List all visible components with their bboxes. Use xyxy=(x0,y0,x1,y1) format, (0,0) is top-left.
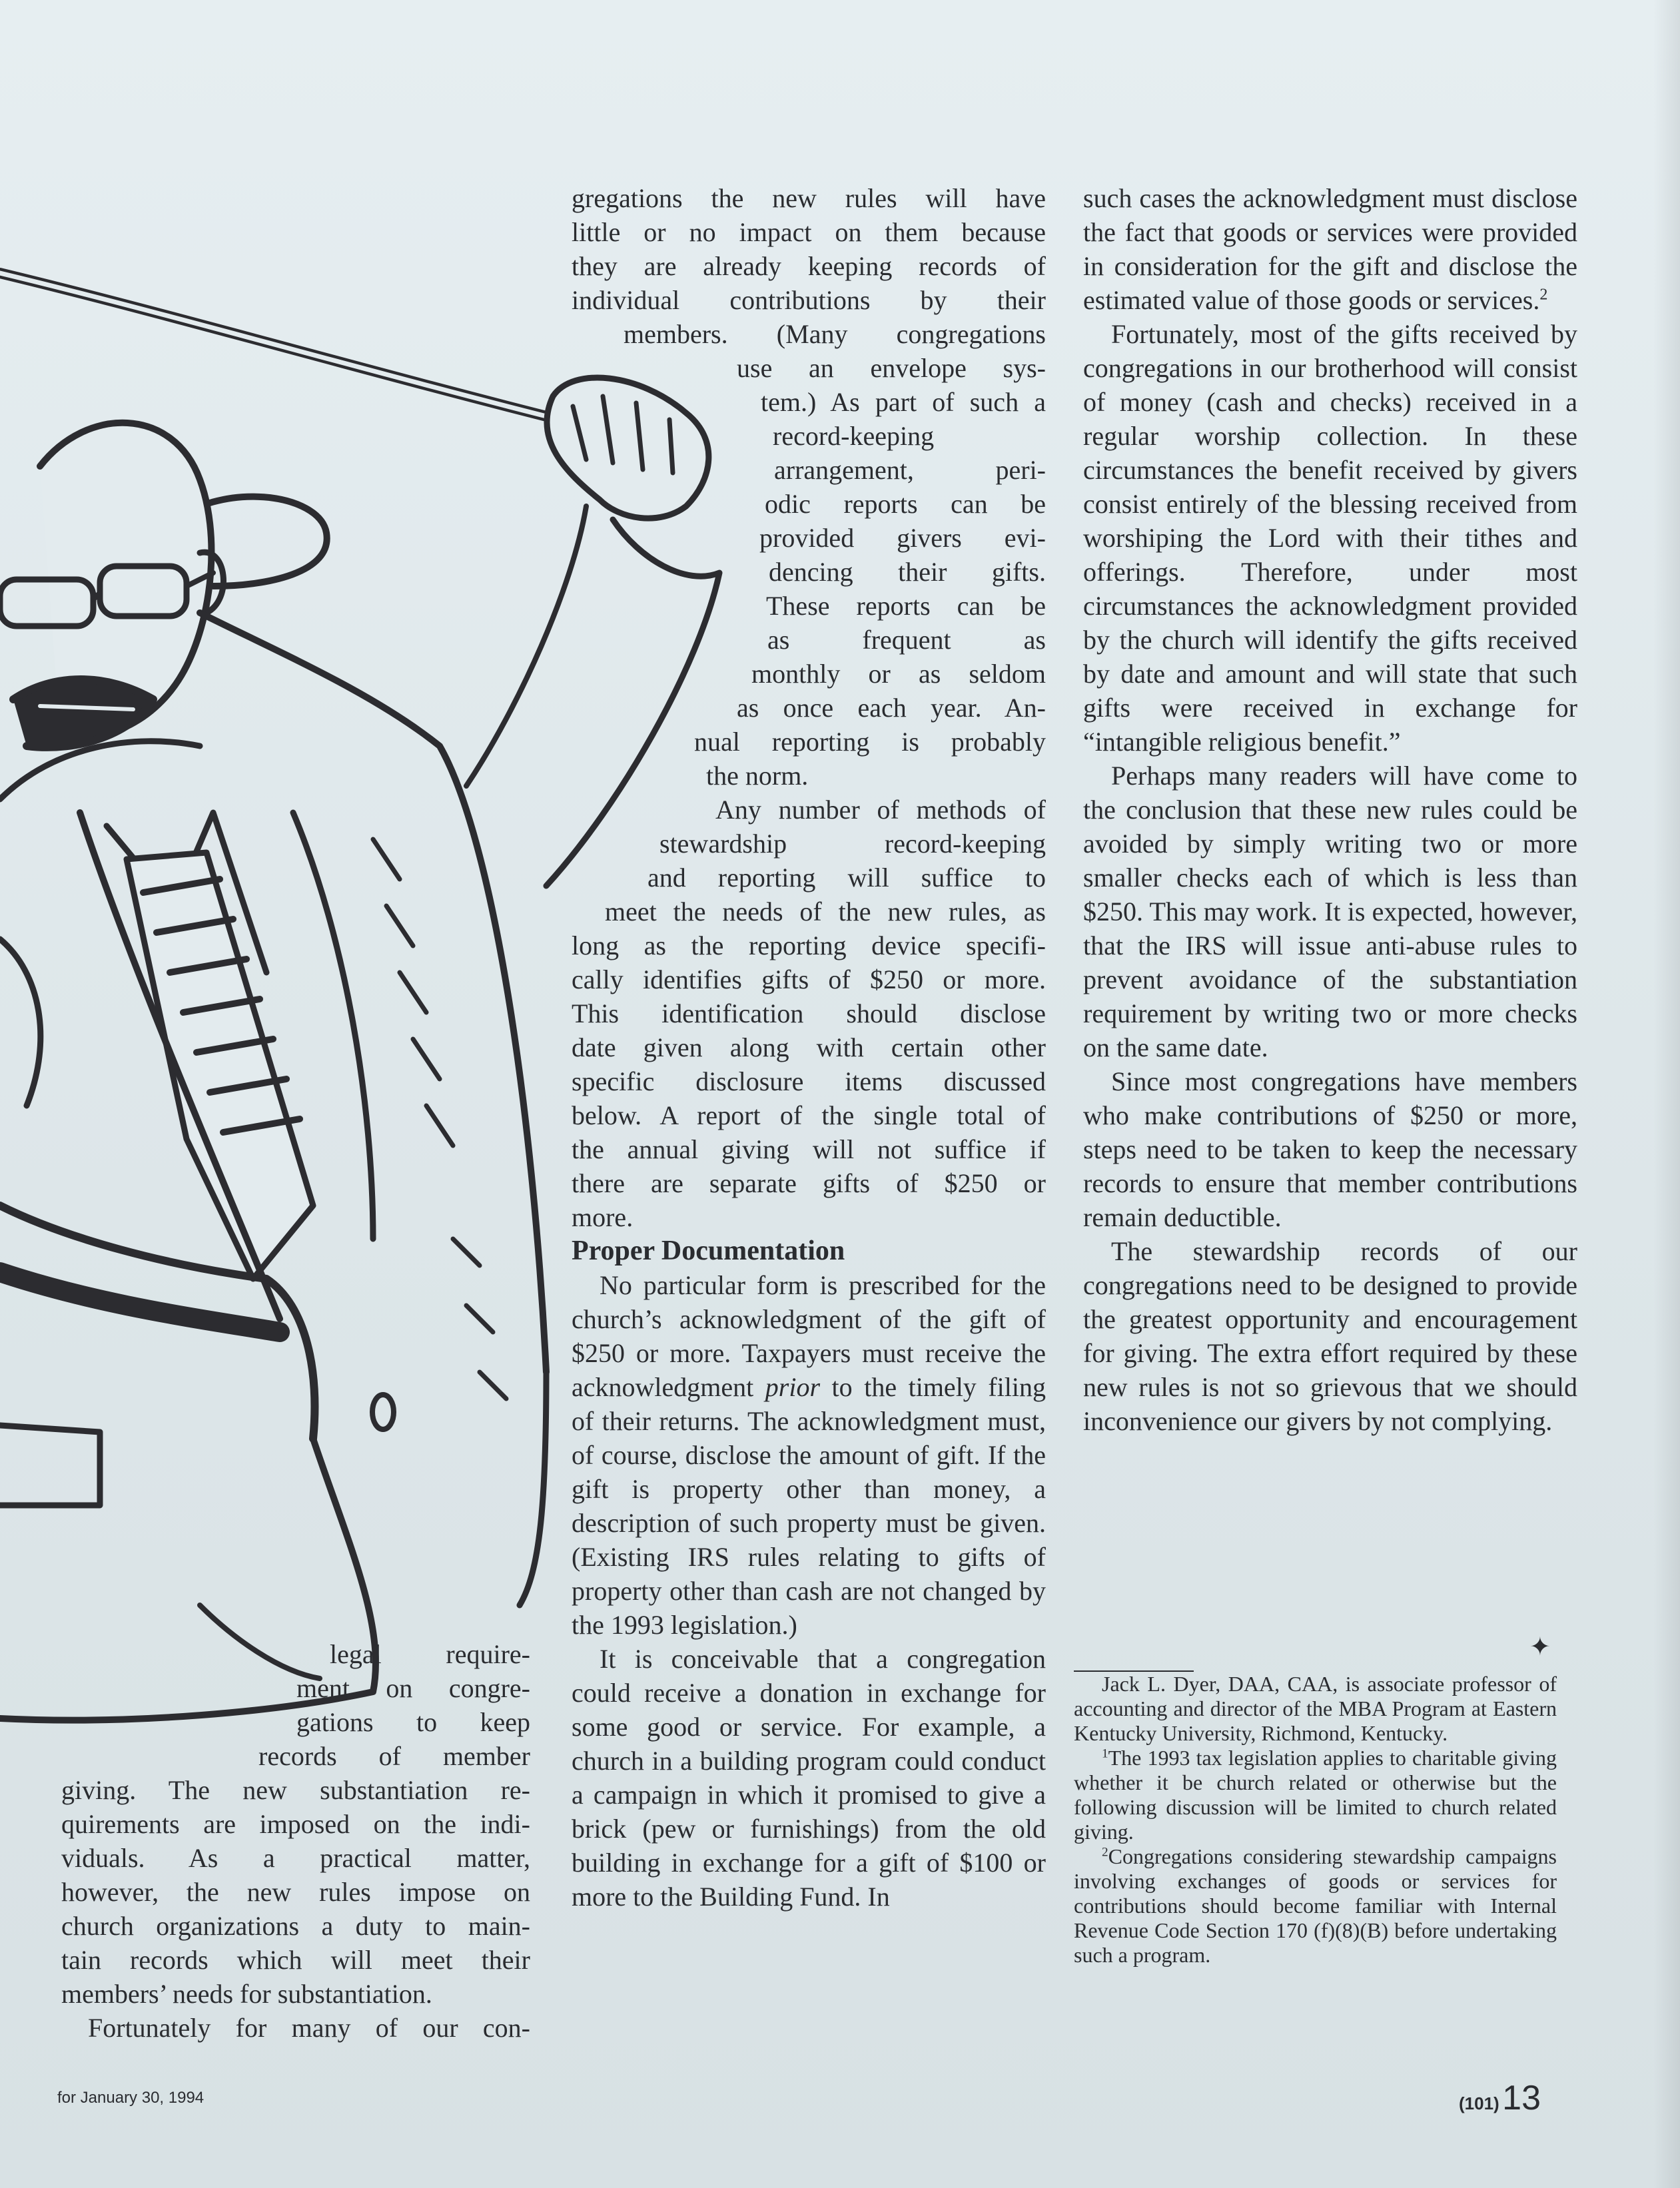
text-line: odic reports can be xyxy=(765,489,1046,519)
text-line: tain records which will meet their xyxy=(61,1945,530,1975)
text-line: below. A report of the single total of xyxy=(572,1100,1046,1130)
end-mark-icon: ✦ xyxy=(1529,1633,1551,1661)
issue-number: (101) xyxy=(1459,2093,1499,2113)
paragraph-text: No particular form is prescribed for the church’s acknowledgment of the gift of $250 or more. Taxpayers must receive the acknowledgment xyxy=(572,1270,1046,1402)
paragraph xyxy=(1083,181,1577,317)
footnote-ref: 2 xyxy=(1539,286,1548,304)
paragraph-text: such cases the acknowledgment must disclose the fact that goods or services were provided in consideration for the gift and disclose the estimated value of those goods or services. xyxy=(1083,183,1577,315)
text-line: more. xyxy=(572,1202,633,1232)
text-line: These reports can be xyxy=(766,591,1046,621)
footnote-text: Congregations considering stewardship campaigns involving exchanges of goods or services for contributions should become familiar with Internal Revenue Code Section 170 (f)(8)(B) before undertaking such a program. xyxy=(1074,1844,1557,1967)
page-edge-shadow xyxy=(1653,0,1680,2188)
paragraph: The stewardship records of our congregations need to be designed to provide the greatest opportunity and encouragement for giving. The extra effort required by these new rules is not so grievous that we should inconvenience our givers by not complying. xyxy=(1083,1236,1577,1436)
text-line: monthly or as seldom xyxy=(751,659,1046,689)
text-line: there are separate gifts of $250 or xyxy=(572,1168,1046,1198)
text-line: as once each year. An- xyxy=(737,693,1046,723)
text-line: gregations the new rules will have xyxy=(572,183,1046,213)
footer-date: for January 30, 1994 xyxy=(57,2089,205,2107)
text-line: date given along with certain other xyxy=(572,1032,1046,1062)
author-notes xyxy=(1074,1672,1557,1968)
text-line: meet the needs of the new rules, as xyxy=(605,897,1046,926)
column-3 xyxy=(1083,181,1577,1438)
paragraph xyxy=(572,1268,1046,1642)
paragraph: It is conceivable that a congregation could receive a donation in exchange for some good or service. For example, a church in a building program could conduct a campaign in which it promised to give a brick (pew or furnishings) from the old building in exchange for a gift of $100 or more to the Building Fund. In xyxy=(572,1644,1046,1912)
text-line: record-keeping xyxy=(773,421,935,451)
text-line: stewardship record-keeping xyxy=(659,829,1046,859)
text-line: nual reporting is probably xyxy=(694,727,1046,757)
footnote-text: The 1993 tax legislation applies to charitable giving whether it be church related or otherwise but the following discussion will be limited to church related giving. xyxy=(1074,1746,1557,1844)
text-line: members’ needs for substantiation. xyxy=(61,1979,432,2009)
footer-page xyxy=(1459,2078,1541,2118)
paragraph: Since most congregations have members who make contributions of $250 or more, steps need to be taken to keep the necessary records to ensure that member contributions remain deductible. xyxy=(1083,1066,1577,1232)
text-line: records of member xyxy=(258,1741,530,1771)
text-line: use an envelope sys- xyxy=(737,353,1046,383)
text-line: tem.) As part of such a xyxy=(761,387,1046,417)
footnote-number: 2 xyxy=(1102,1845,1108,1860)
column-2 xyxy=(572,181,1046,1914)
paragraph-text: to the timely filing of their returns. The acknowledgment must, of course, disclose the amount of gift. If the gift is property other than money, a description of such property must be given. (Existing IRS rules relating to gifts of property other than cash are not changed by the 1993 legislation.) xyxy=(572,1372,1046,1640)
page-number: 13 xyxy=(1502,2079,1541,2117)
text-line: arrangement, peri- xyxy=(774,455,1046,485)
text-line: provided givers evi- xyxy=(759,523,1046,553)
text-line: gations to keep xyxy=(296,1707,530,1737)
footnote-2 xyxy=(1074,1844,1557,1968)
author-bio: Jack L. Dyer, DAA, CAA, is associate professor of accounting and director of the MBA Program at Eastern Kentucky University, Richmond, Kentucky. xyxy=(1074,1672,1557,1745)
text-line: quirements are imposed on the indi- xyxy=(61,1809,530,1839)
text-line: long as the reporting device specifi- xyxy=(572,930,1046,960)
footnote-number: 1 xyxy=(1102,1746,1108,1761)
text-line: and reporting will suffice to xyxy=(647,863,1046,893)
text-line: cally identifies gifts of $250 or more. xyxy=(572,964,1046,994)
text-line: they are already keeping records of xyxy=(572,251,1046,281)
text-line: viduals. As a practical matter, xyxy=(61,1843,530,1873)
text-line: This identification should disclose xyxy=(572,998,1046,1028)
text-line: church organizations a duty to main- xyxy=(61,1911,530,1941)
text-line: however, the new rules impose on xyxy=(61,1877,530,1907)
footnote-1 xyxy=(1074,1746,1557,1844)
text-line: legal require- xyxy=(330,1639,530,1669)
text-line: little or no impact on them because xyxy=(572,217,1046,247)
emphasis-text: prior xyxy=(765,1372,821,1402)
text-line: the norm. xyxy=(706,761,809,791)
section-heading: Proper Documentation xyxy=(572,1236,845,1266)
text-line: the annual giving will not suffice if xyxy=(572,1134,1046,1164)
paragraph: Perhaps many readers will have come to the conclusion that these new rules could be avoided by simply writing two or more smaller checks each of which is less than $250. This may work. It is expected, however, that the IRS will issue anti-abuse rules to prevent avoidance of the substantiation requirement by writing two or more checks on the same date. xyxy=(1083,761,1577,1062)
column-1 xyxy=(61,1637,530,2045)
text-line: dencing their gifts. xyxy=(769,557,1046,587)
text-line: giving. The new substantiation re- xyxy=(61,1775,530,1805)
text-line: members. (Many congregations xyxy=(624,319,1046,349)
text-line: Fortunately for many of our con- xyxy=(88,2013,530,2043)
text-line: Any number of methods of xyxy=(715,795,1046,825)
text-line: as frequent as xyxy=(767,625,1046,655)
text-line: specific disclosure items discussed xyxy=(572,1066,1046,1096)
paragraph: Fortunately, most of the gifts received by congregations in our brotherhood will consist of money (cash and checks) received in a regular worship collection. In these circumstances the benefit received by givers consist entirely of the blessing received from worshiping the Lord with their tithes and offerings. Therefore, under most circumstances the acknowledgment provided by the church will identify the gifts received by date and amount and will state that such gifts were received in exchange for “intangible religious benefit.” xyxy=(1083,319,1577,757)
text-line: individual contributions by their xyxy=(572,285,1046,315)
text-line: ment on congre- xyxy=(296,1673,530,1703)
